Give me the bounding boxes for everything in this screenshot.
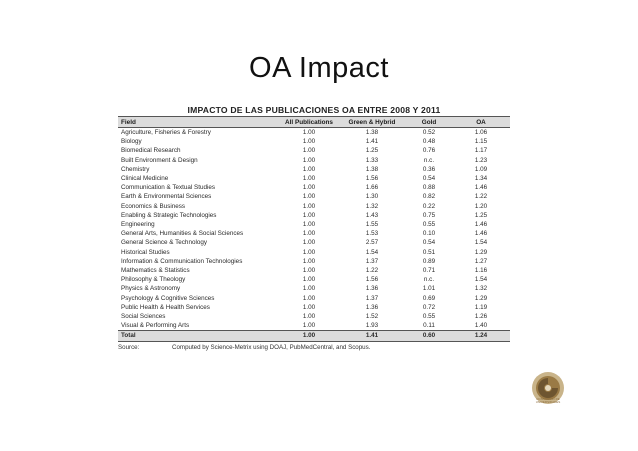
- gold-cell: 0.51: [422, 248, 436, 256]
- gold-cell: 0.52: [422, 129, 436, 136]
- gold-cell: 0.76: [422, 147, 436, 155]
- table-header-row: [118, 117, 510, 128]
- field-cell: Economics & Business: [121, 202, 186, 210]
- field-cell: Earth & Environmental Sciences: [121, 193, 212, 201]
- all-publications-cell: 1.00: [302, 230, 316, 238]
- green-hybrid-cell: 1.37: [365, 294, 379, 302]
- field-cell: Biology: [121, 138, 142, 146]
- oa-cell: 1.46: [474, 230, 488, 238]
- table-row: [118, 192, 510, 201]
- green-hybrid-cell: 1.52: [365, 313, 379, 321]
- all-publications-cell: 1.00: [302, 156, 316, 164]
- all-publications-cell: 1.00: [302, 257, 316, 265]
- gold-cell: 0.10: [422, 230, 436, 238]
- table-row: [118, 156, 510, 165]
- all-publications-cell: 1.00: [302, 147, 316, 155]
- gold-cell: 0.82: [422, 193, 436, 201]
- green-hybrid-cell: 2.57: [365, 239, 379, 247]
- all-publications-cell: 1.00: [302, 276, 316, 284]
- field-cell: Social Sciences: [121, 313, 166, 321]
- table-body: [118, 128, 510, 342]
- gold-cell: 0.75: [422, 211, 436, 219]
- field-cell: Agriculture, Fisheries & Forestry: [121, 129, 211, 136]
- gold-cell: 0.11: [423, 322, 435, 330]
- oa-cell: 1.09: [474, 165, 488, 173]
- table-row: [118, 248, 510, 257]
- green-hybrid-cell: 1.93: [365, 322, 379, 330]
- oa-cell: 1.26: [474, 313, 488, 321]
- field-cell: Enabling & Strategic Technologies: [121, 211, 217, 219]
- field-cell: Chemistry: [121, 165, 150, 173]
- oa-cell: 1.29: [474, 248, 488, 256]
- oa-cell: 1.46: [474, 184, 488, 192]
- green-hybrid-cell: 1.25: [365, 147, 379, 155]
- source-note: [118, 343, 510, 352]
- gold-cell: 1.01: [422, 285, 436, 293]
- green-hybrid-cell: 1.38: [365, 165, 379, 173]
- all-publications-cell: 1.00: [302, 175, 316, 183]
- field-cell: Communication & Textual Studies: [121, 184, 216, 192]
- gold-cell: 0.71: [422, 267, 436, 275]
- all-publications-cell: 1.00: [302, 202, 316, 210]
- header-oa: OA: [452, 117, 510, 128]
- field-cell: Mathematics & Statistics: [121, 267, 190, 275]
- all-publications-cell: 1.00: [302, 129, 316, 136]
- green-hybrid-cell: 1.54: [365, 248, 379, 256]
- oa-cell: 1.46: [474, 221, 488, 229]
- impact-table: [118, 116, 510, 342]
- table-row: [118, 202, 510, 211]
- table-row: [118, 266, 510, 275]
- table-row: [118, 229, 510, 238]
- field-cell: Engineering: [121, 221, 155, 229]
- all-publications-cell: 1.00: [302, 267, 316, 275]
- green-hybrid-cell: 1.37: [365, 257, 379, 265]
- total-row: [118, 331, 510, 341]
- table-row: [118, 294, 510, 303]
- field-cell: Built Environment & Design: [121, 156, 198, 164]
- green-hybrid-cell: 1.30: [365, 193, 379, 201]
- all-publications-cell: 1.00: [302, 239, 316, 247]
- green-hybrid-cell: 1.66: [365, 184, 379, 192]
- oa-cell: 1.54: [474, 239, 488, 247]
- green-hybrid-cell: 1.38: [365, 129, 379, 136]
- gold-cell: n.c.: [423, 276, 435, 284]
- table-row: [118, 312, 510, 321]
- green-hybrid-cell: 1.41: [365, 138, 379, 146]
- gold-cell: n.c.: [423, 156, 435, 164]
- oa-cell: 1.17: [474, 147, 488, 155]
- all-publications-cell: 1.00: [302, 285, 316, 293]
- total-oa-cell: 1.24: [452, 331, 510, 341]
- all-publications-cell: 1.00: [302, 322, 316, 330]
- oa-cell: 1.25: [474, 211, 488, 219]
- green-hybrid-cell: 1.56: [365, 276, 379, 284]
- table-row: [118, 238, 510, 247]
- green-hybrid-cell: 1.55: [365, 221, 379, 229]
- field-cell: Biomedical Research: [121, 147, 181, 155]
- table-row: [118, 174, 510, 183]
- table-row: [118, 183, 510, 192]
- table-row: [118, 137, 510, 146]
- green-hybrid-cell: 1.36: [365, 285, 379, 293]
- source-text: Computed by Science-Metrix using DOAJ, PubMedCentral, and Scopus.: [172, 343, 371, 351]
- field-cell: Public Health & Health Services: [121, 303, 210, 311]
- header-gold: Gold: [406, 117, 452, 128]
- green-hybrid-cell: 1.36: [365, 303, 379, 311]
- gold-cell: 0.88: [422, 184, 436, 192]
- all-publications-cell: 1.00: [302, 193, 316, 201]
- all-publications-cell: 1.00: [302, 138, 316, 146]
- field-cell: Visual & Performing Arts: [121, 322, 190, 330]
- all-publications-cell: 1.00: [302, 294, 316, 302]
- table-row: [118, 275, 510, 284]
- all-publications-cell: 1.00: [302, 248, 316, 256]
- oa-cell: 1.15: [474, 138, 488, 146]
- gold-cell: 0.69: [422, 294, 436, 302]
- oa-cell: 1.27: [474, 257, 488, 265]
- oa-cell: 1.54: [474, 276, 488, 284]
- oa-cell: 1.23: [474, 156, 488, 164]
- field-cell: Historical Studies: [121, 248, 170, 256]
- gold-cell: 0.54: [422, 239, 436, 247]
- oa-cell: 1.22: [474, 193, 488, 201]
- oa-cell: 1.32: [474, 285, 488, 293]
- all-publications-cell: 1.00: [302, 165, 316, 173]
- field-cell: Physics & Astronomy: [121, 285, 181, 293]
- gold-cell: 0.72: [422, 303, 436, 311]
- table-row: [118, 211, 510, 220]
- table-row: [118, 220, 510, 229]
- header-all-publications: All Publications: [280, 117, 338, 128]
- source-label: Source:: [118, 343, 140, 351]
- oa-cell: 1.29: [474, 294, 488, 302]
- table-row: [118, 165, 510, 174]
- green-hybrid-cell: 1.22: [365, 267, 379, 275]
- oa-cell: 1.40: [474, 322, 488, 330]
- green-hybrid-cell: 1.33: [365, 156, 379, 164]
- total-gold-cell: 0.60: [406, 331, 452, 341]
- field-cell: Clinical Medicine: [121, 175, 169, 183]
- table-row: [118, 128, 510, 138]
- oa-cell: 1.19: [474, 303, 488, 311]
- gold-cell: 0.55: [422, 221, 436, 229]
- gold-cell: 0.48: [422, 138, 436, 146]
- green-hybrid-cell: 1.43: [365, 211, 379, 219]
- gold-cell: 0.54: [422, 175, 436, 183]
- all-publications-cell: 1.00: [302, 184, 316, 192]
- gold-cell: 0.55: [422, 313, 436, 321]
- oa-cell: 1.34: [474, 175, 488, 183]
- table-row: [118, 146, 510, 155]
- field-cell: Information & Communication Technologies: [121, 257, 243, 265]
- table-row: [118, 284, 510, 293]
- green-hybrid-cell: 1.32: [365, 202, 379, 210]
- header-green-hybrid: Green & Hybrid: [338, 117, 406, 128]
- field-cell: General Arts, Humanities & Social Sciences: [121, 230, 244, 238]
- impact-table-block: [118, 104, 510, 352]
- all-publications-cell: 1.00: [302, 221, 316, 229]
- oa-cell: 1.16: [474, 267, 488, 275]
- table-row: [118, 303, 510, 312]
- all-publications-cell: 1.00: [302, 211, 316, 219]
- green-hybrid-cell: 1.53: [365, 230, 379, 238]
- logo-caption: CONSORCIO DE UNIVERSIDADES: [535, 397, 561, 405]
- oa-cell: 1.20: [474, 202, 488, 210]
- field-cell: General Science & Technology: [121, 239, 207, 247]
- green-hybrid-cell: 1.56: [365, 175, 379, 183]
- table-row: [118, 321, 510, 331]
- field-cell: Psychology & Cognitive Sciences: [121, 294, 215, 302]
- total-label-cell: Total: [118, 331, 280, 341]
- table-title: IMPACTO DE LAS PUBLICACIONES OA ENTRE 2008 Y 2011: [187, 105, 441, 115]
- all-publications-cell: 1.00: [302, 303, 316, 311]
- gold-cell: 0.22: [422, 202, 436, 210]
- gold-cell: 0.36: [422, 165, 436, 173]
- header-field: Field: [118, 117, 280, 128]
- all-publications-cell: 1.00: [302, 313, 316, 321]
- table-row: [118, 257, 510, 266]
- field-cell: Philosophy & Theology: [121, 276, 186, 284]
- gold-cell: 0.89: [422, 257, 436, 265]
- total-green-hybrid-cell: 1.41: [338, 331, 406, 341]
- total-all-publications-cell: 1.00: [280, 331, 338, 341]
- slide-title: OA Impact: [249, 52, 389, 84]
- oa-cell: 1.06: [474, 129, 488, 136]
